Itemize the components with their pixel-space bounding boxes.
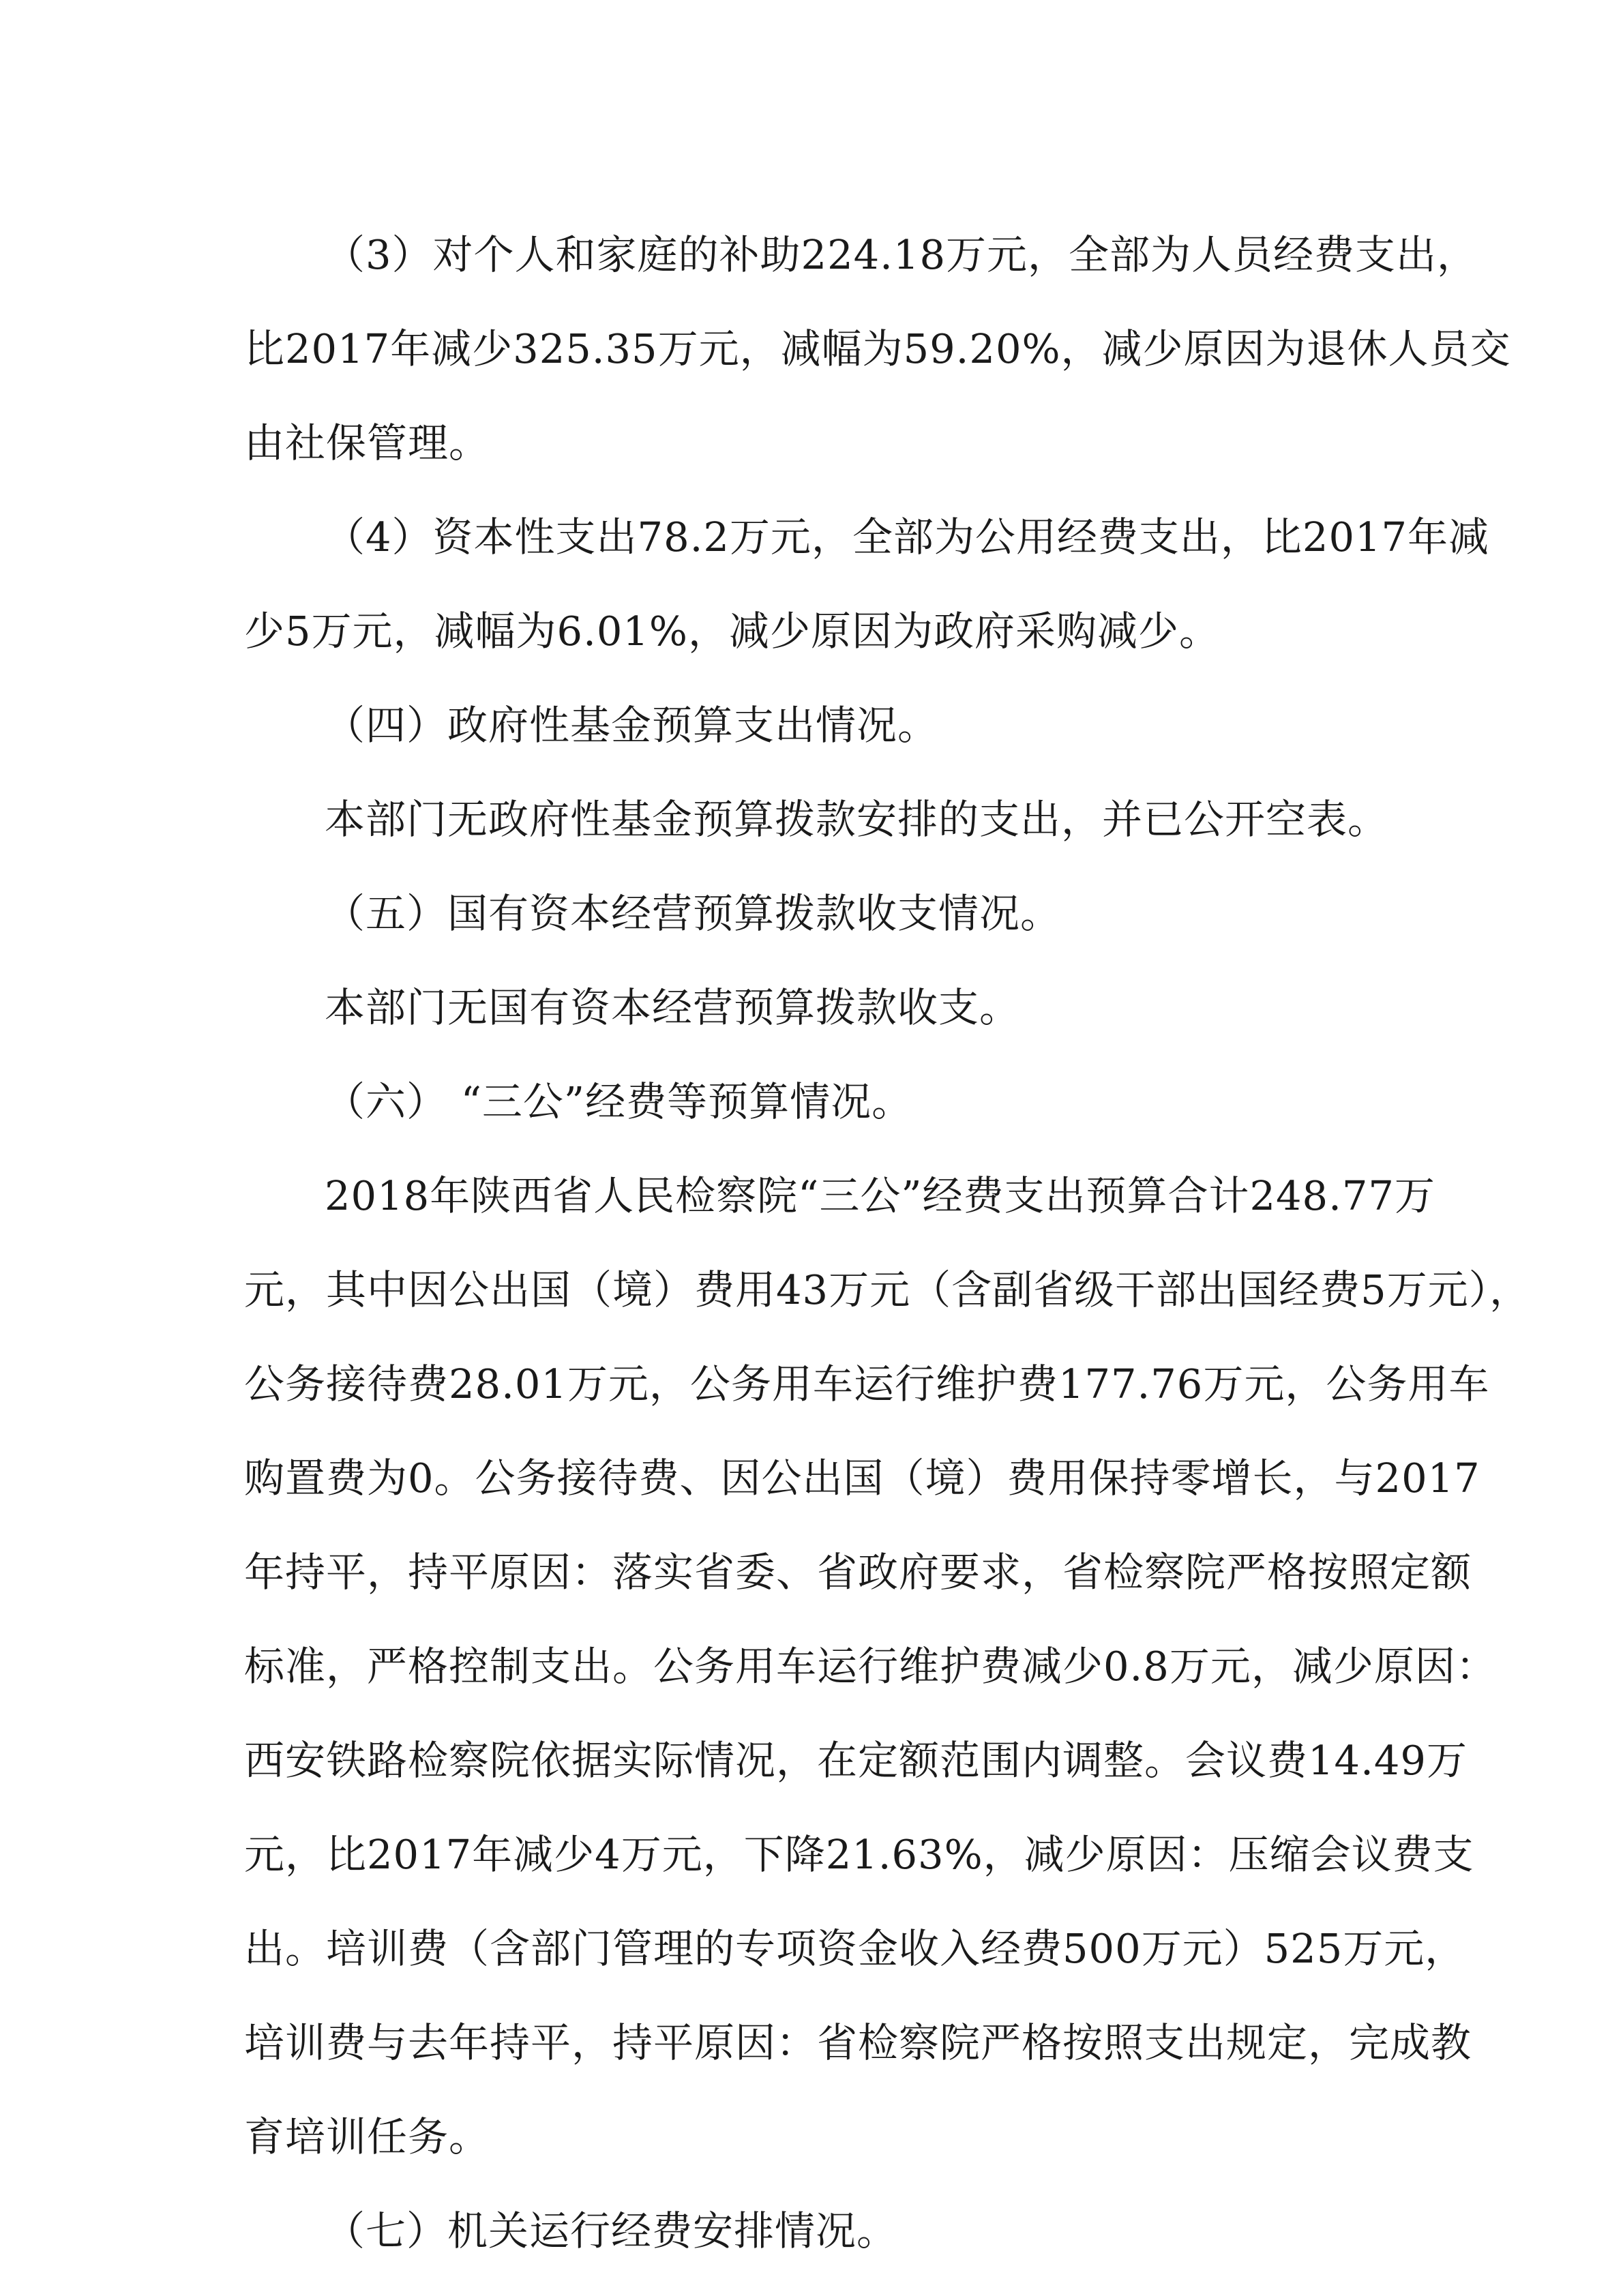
section-heading: （四）政府性基金预算支出情况。 xyxy=(325,702,939,749)
document-body xyxy=(164,208,1531,2278)
heading-state-capital xyxy=(164,867,1470,961)
text-line: 购置费为0。公务接待费、因公出国（境）费用保持零增长，与2017 xyxy=(244,1455,1480,1502)
text-line: 培训费与去年持平，持平原因：省检察院严格按照支出规定，完成教 xyxy=(244,2019,1472,2066)
text-line: 由社保管理。 xyxy=(244,419,490,466)
text-line: 本部门无国有资本经营预算拨款收支。 xyxy=(325,984,1021,1031)
text-line: 少5万元，减幅为6.01%，减少原因为政府采购减少。 xyxy=(244,608,1220,655)
text-line: 本部门无政府性基金预算拨款安排的支出，并已公开空表。 xyxy=(325,796,1389,843)
text-line: 出。培训费（含部门管理的专项资金收入经费500万元）525万元， xyxy=(244,1925,1466,1972)
heading-three-public xyxy=(164,1055,1470,1149)
text-line: 元，比2017年减少4万元，下降21.63%，减少原因：压缩会议费支 xyxy=(244,1831,1474,1878)
text-line: 西安铁路检察院依据实际情况，在定额范围内调整。会议费14.49万 xyxy=(244,1737,1468,1784)
paragraph-government-fund xyxy=(164,773,1470,867)
text-line: 公务接待费28.01万元，公务用车运行维护费177.76万元，公务用车 xyxy=(244,1360,1490,1407)
section-heading: （七）机关运行经费安排情况。 xyxy=(325,2207,898,2254)
text-line: 2018年陕西省人民检察院“三公”经费支出预算合计248.77万 xyxy=(325,1172,1435,1219)
text-line: （3）对个人和家庭的补助224.18万元，全部为人员经费支出， xyxy=(325,231,1478,278)
text-line: 育培训任务。 xyxy=(244,2113,490,2160)
paragraph-subsidy xyxy=(164,208,1511,490)
text-line: 标准，严格控制支出。公务用车运行维护费减少0.8万元，减少原因： xyxy=(244,1643,1497,1690)
text-line: （4）资本性支出78.2万元，全部为公用经费支出，比2017年减 xyxy=(325,513,1490,561)
text-line: 比2017年减少325.35万元，减幅为59.20%，减少原因为退休人员交 xyxy=(244,325,1511,372)
paragraph-capital-expenditure xyxy=(164,490,1490,679)
text-line: 年持平，持平原因：落实省委、省政府要求，省检察院严格按照定额 xyxy=(244,1549,1472,1596)
paragraph-state-capital xyxy=(164,961,1470,1055)
section-heading: （六） “三公”经费等预算情况。 xyxy=(325,1078,913,1125)
paragraph-three-public xyxy=(164,1149,1531,2184)
heading-government-fund xyxy=(164,679,1470,773)
heading-operating-expenses xyxy=(164,2184,1470,2278)
text-line: 元，其中因公出国（境）费用43万元（含副省级干部出国经费5万元）， xyxy=(244,1266,1531,1313)
section-heading: （五）国有资本经营预算拨款收支情况。 xyxy=(325,890,1062,937)
